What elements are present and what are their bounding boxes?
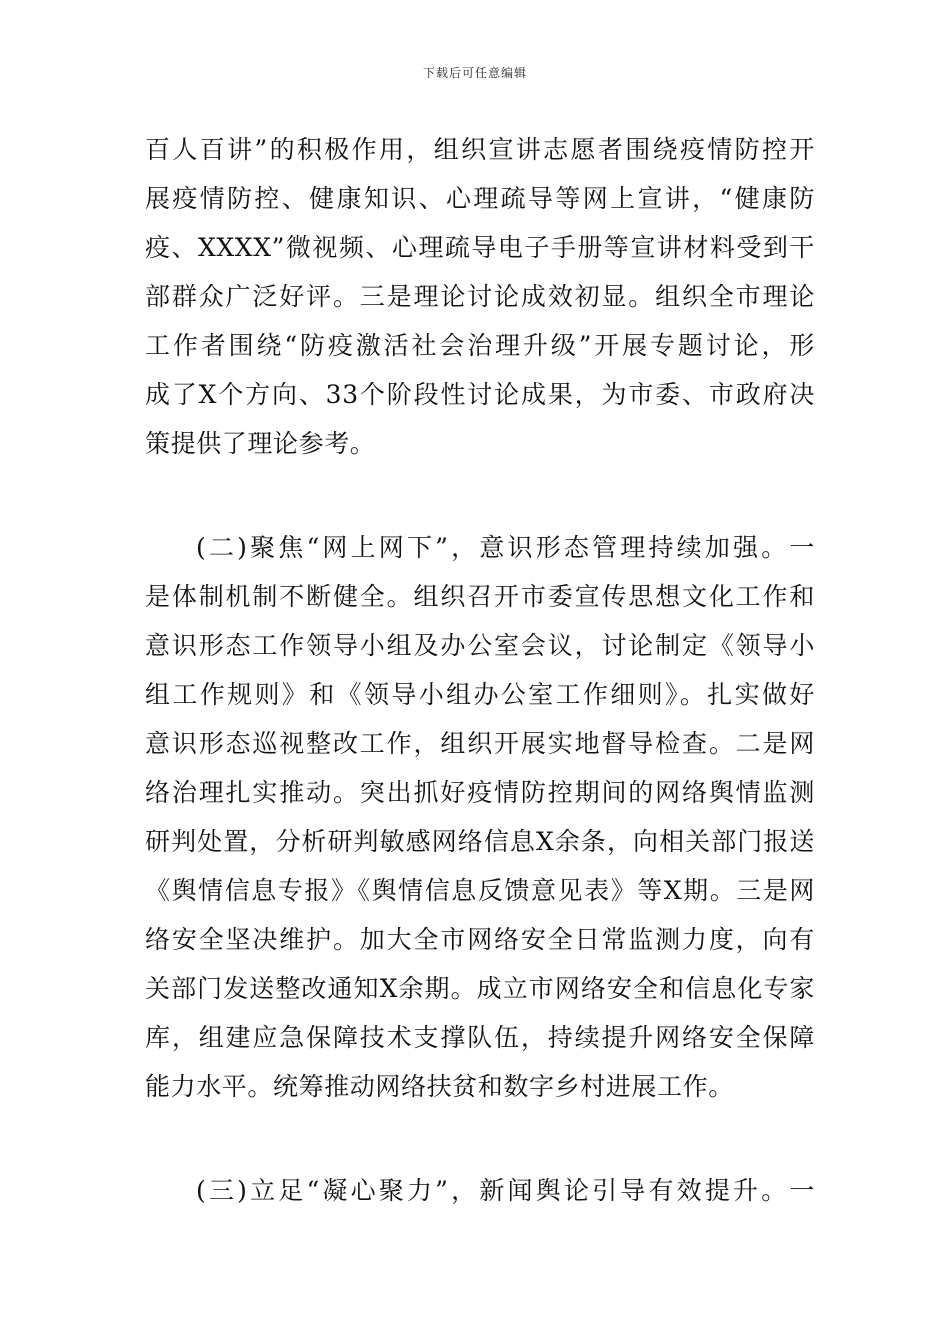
paragraph-2-line-7: 研判处置，分析研判敏感网络信息X余条，向相关部门报送	[145, 827, 815, 856]
paragraph-2-line-12: 能力水平。统筹推动网络扶贫和数字乡村进展工作。	[145, 1072, 734, 1101]
paragraph-1-line-1: 百人百讲”的积极作用，组织宣讲志愿者围绕疫情防控开	[145, 135, 815, 164]
page-header: 下载后可任意编辑	[422, 66, 527, 80]
paragraph-1-line-5: 工作者围绕“防疫激活社会治理升级”开展专题讨论，形	[145, 331, 815, 360]
paragraph-1-line-4: 部群众广泛好评。三是理论讨论成效初显。组织全市理论	[145, 282, 815, 311]
paragraph-2-line-4: 组工作规则》和《领导小组办公室工作细则》。扎实做好	[145, 680, 815, 709]
paragraph-1-line-6: 成了X个方向、33个阶段性讨论成果，为市委、市政府决	[145, 380, 815, 409]
paragraph-1-line-3: 疫、XXXX”微视频、心理疏导电子手册等宣讲材料受到干	[145, 233, 815, 262]
paragraph-2-line-2: 是体制机制不断健全。组织召开市委宣传思想文化工作和	[145, 582, 815, 611]
paragraph-3-line-1: (三)立足“凝心聚力”，新闻舆论引导有效提升。一	[196, 1176, 815, 1205]
paragraph-2-line-10: 关部门发送整改通知X余期。成立市网络安全和信息化专家	[145, 974, 815, 1003]
paragraph-2-line-9: 络安全坚决维护。加大全市网络安全日常监测力度，向有	[145, 925, 815, 954]
paragraph-1-line-2: 展疫情防控、健康知识、心理疏导等网上宣讲，“健康防	[145, 184, 815, 213]
paragraph-2-line-3: 意识形态工作领导小组及办公室会议，讨论制定《领导小	[145, 631, 815, 660]
paragraph-1-line-7: 策提供了理论参考。	[145, 429, 376, 458]
paragraph-2-line-11: 库，组建应急保障技术支撑队伍，持续提升网络安全保障	[145, 1023, 815, 1052]
paragraph-2-line-6: 络治理扎实推动。突出抓好疫情防控期间的网络舆情监测	[145, 778, 815, 807]
paragraph-2-line-1: (二)聚焦“网上网下”，意识形态管理持续加强。一	[196, 533, 815, 562]
paragraph-2-line-5: 意识形态巡视整改工作，组织开展实地督导检查。二是网	[145, 729, 815, 758]
paragraph-2-line-8: 《舆情信息专报》《舆情信息反馈意见表》等X期。三是网	[145, 876, 815, 905]
